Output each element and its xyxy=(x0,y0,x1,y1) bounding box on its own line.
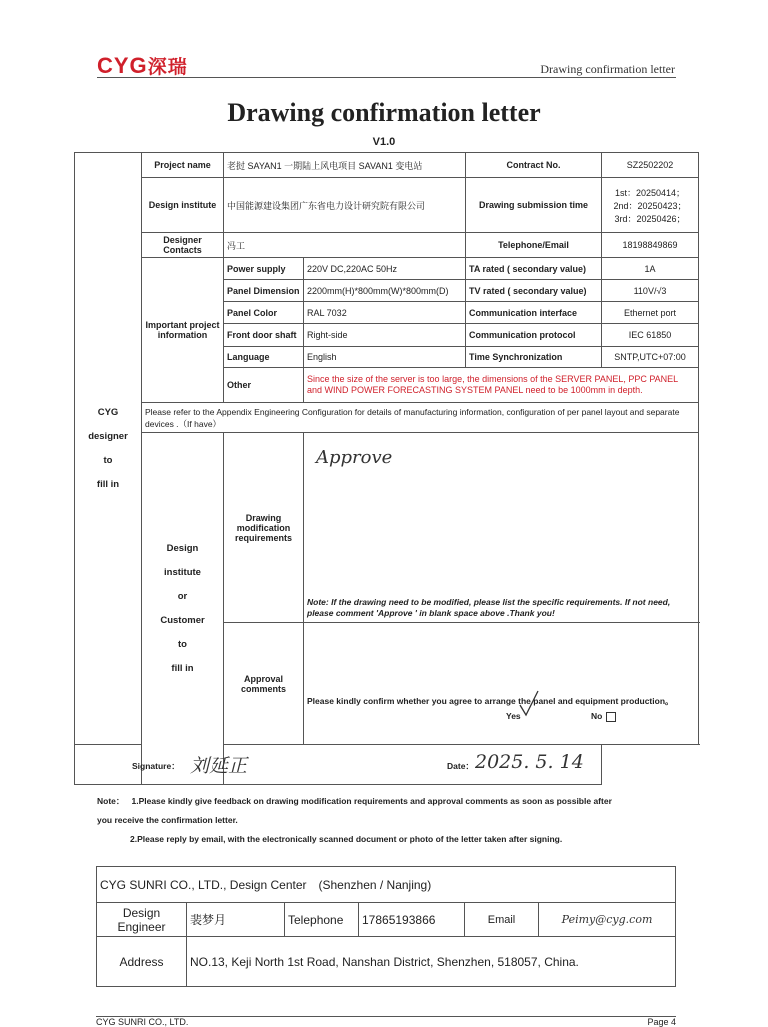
approval-comments-label: Approval comments xyxy=(224,623,304,745)
drawing-modification-label: Drawing modification requirements xyxy=(224,433,304,623)
section1-label-line: to xyxy=(103,454,113,466)
important-info-label: Important project information xyxy=(142,258,224,403)
info-value: SNTP,UTC+07:00 xyxy=(602,347,699,368)
company-logo xyxy=(97,52,188,79)
note-2: 2.Please reply by email, with the electronically scanned document or photo of the letter taken after signing. xyxy=(130,834,563,844)
signature-row xyxy=(75,745,602,785)
info-value: 2200mm(H)*800mm(W)*800mm(D) xyxy=(304,280,466,302)
designer-contacts-label: Designer Contacts xyxy=(142,233,224,258)
page-title: Drawing confirmation letter xyxy=(227,98,541,127)
submission-date: 3rd：20250426； xyxy=(614,213,686,224)
other-label: Other xyxy=(224,368,304,403)
drawing-submission-label: Drawing submission time xyxy=(466,178,602,233)
yes-option[interactable] xyxy=(506,711,521,721)
info-label: Language xyxy=(224,347,304,368)
header-divider xyxy=(97,77,676,78)
yes-label: Yes xyxy=(506,711,521,721)
section2-label-line: to xyxy=(178,638,187,650)
section1-label-line: CYG xyxy=(97,406,119,418)
design-institute-value: 中国能源建设集团广东省电力设计研究院有限公司 xyxy=(224,178,466,233)
note-1: 1.Please kindly give feedback on drawing modification requirements and approval comments as soon as possible after xyxy=(131,796,612,806)
other-value: Since the size of the server is too large, the dimensions of the SERVER PANEL, PPC PANEL and WIND POWER FORECASTING SYSTEM PANEL need to be 1000mm in depth. xyxy=(304,368,699,403)
info-label: TA rated ( secondary value) xyxy=(466,258,602,280)
project-name-label: Project name xyxy=(142,153,224,178)
section2-label-line: or xyxy=(177,590,188,602)
no-checkbox[interactable] xyxy=(606,712,616,722)
version-label: V1.0 xyxy=(372,136,396,148)
approval-question: Please kindly confirm whether you agree to arrange the panel and equipment production。 xyxy=(307,696,674,706)
handwritten-approve: Approve xyxy=(316,447,393,468)
logo-chinese: 深瑞 xyxy=(147,57,188,78)
address-value: NO.13, Keji North 1st Road, Nanshan District, Shenzhen, 518057, China. xyxy=(187,937,676,987)
info-value: 110V/√3 xyxy=(602,280,699,302)
logo-latin: CYG xyxy=(97,53,148,78)
section2-label-line: fill in xyxy=(171,662,194,674)
design-engineer-value: 裴梦月 xyxy=(187,903,285,937)
date-label: Date： xyxy=(447,761,474,771)
approval-comments-area xyxy=(304,623,699,745)
page-number: Page 4 xyxy=(647,1017,676,1027)
section1-label-line: fill in xyxy=(96,478,120,490)
checkmark-icon xyxy=(518,689,540,719)
info-value: Right-side xyxy=(304,324,466,347)
note-label: Note： xyxy=(97,796,125,806)
note-line xyxy=(97,792,697,811)
info-label: Power supply xyxy=(224,258,304,280)
date-value: 2025. 5. 14 xyxy=(475,751,584,773)
info-label: Communication interface xyxy=(466,302,602,324)
info-value: 1A xyxy=(602,258,699,280)
modification-note: Note: If the drawing need to be modified, please list the specific requirements. If not need, please comment 'Approve ' in blank space above .Thank you! xyxy=(307,597,671,618)
info-label: Time Synchronization xyxy=(466,347,602,368)
submission-date: 1st：20250414； xyxy=(614,187,686,198)
header-document-name: Drawing confirmation letter xyxy=(540,62,675,76)
contract-no-value: SZ2502202 xyxy=(602,153,699,178)
page-footer-company: CYG SUNRI CO., LTD. xyxy=(96,1017,189,1027)
no-option[interactable] xyxy=(591,711,616,722)
section2-label-line: institute xyxy=(164,566,201,578)
telephone-email-label: Telephone/Email xyxy=(466,233,602,258)
info-label: Front door shaft xyxy=(224,324,304,347)
info-label: TV rated ( secondary value) xyxy=(466,280,602,302)
section-cyg-designer-label xyxy=(75,153,142,745)
company-name: CYG SUNRI CO., LTD., Design Center (Shenzhen / Nanjing) xyxy=(97,867,676,903)
info-value: Ethernet port xyxy=(602,302,699,324)
contact-table xyxy=(96,866,676,987)
info-label: Panel Dimension xyxy=(224,280,304,302)
designer-contacts-value: 冯工 xyxy=(224,233,466,258)
signature-label: Signature： xyxy=(132,761,180,771)
address-label: Address xyxy=(97,937,187,987)
drawing-submission-value xyxy=(602,178,699,233)
info-value: IEC 61850 xyxy=(602,324,699,347)
note-line: you receive the confirmation letter. xyxy=(97,815,238,825)
submission-date: 2nd：20250423； xyxy=(613,200,687,211)
section2-label-line: Customer xyxy=(160,614,205,626)
telephone-email-value: 18198849869 xyxy=(602,233,699,258)
info-label: Communication protocol xyxy=(466,324,602,347)
telephone-label: Telephone xyxy=(285,903,359,937)
signature-value: 刘延正 xyxy=(190,755,248,777)
drawing-modification-area[interactable] xyxy=(304,433,699,623)
notes-block xyxy=(97,792,697,849)
contract-no-label: Contract No. xyxy=(466,153,602,178)
info-label: Panel Color xyxy=(224,302,304,324)
design-engineer-label: Design Engineer xyxy=(97,903,187,937)
project-name-value: 老挝 SAYAN1 一期陆上风电项目 SAVAN1 变电站 xyxy=(224,153,466,178)
no-label: No xyxy=(591,711,603,721)
section1-label-line: designer xyxy=(88,430,128,442)
telephone-value: 17865193866 xyxy=(359,903,465,937)
info-value: 220V DC,220AC 50Hz xyxy=(304,258,466,280)
appendix-note: Please refer to the Appendix Engineering Configuration for details of manufacturing information, configuration of per panel layout and separate devices .（If have） xyxy=(142,403,699,433)
email-value[interactable]: Peimy@cyg.com xyxy=(539,903,676,937)
email-label: Email xyxy=(465,903,539,937)
design-institute-label: Design institute xyxy=(142,178,224,233)
info-value: English xyxy=(304,347,466,368)
info-value: RAL 7032 xyxy=(304,302,466,324)
section-customer-label xyxy=(142,433,224,785)
section2-label-line: Design xyxy=(166,542,199,554)
confirmation-form-table xyxy=(74,152,699,785)
